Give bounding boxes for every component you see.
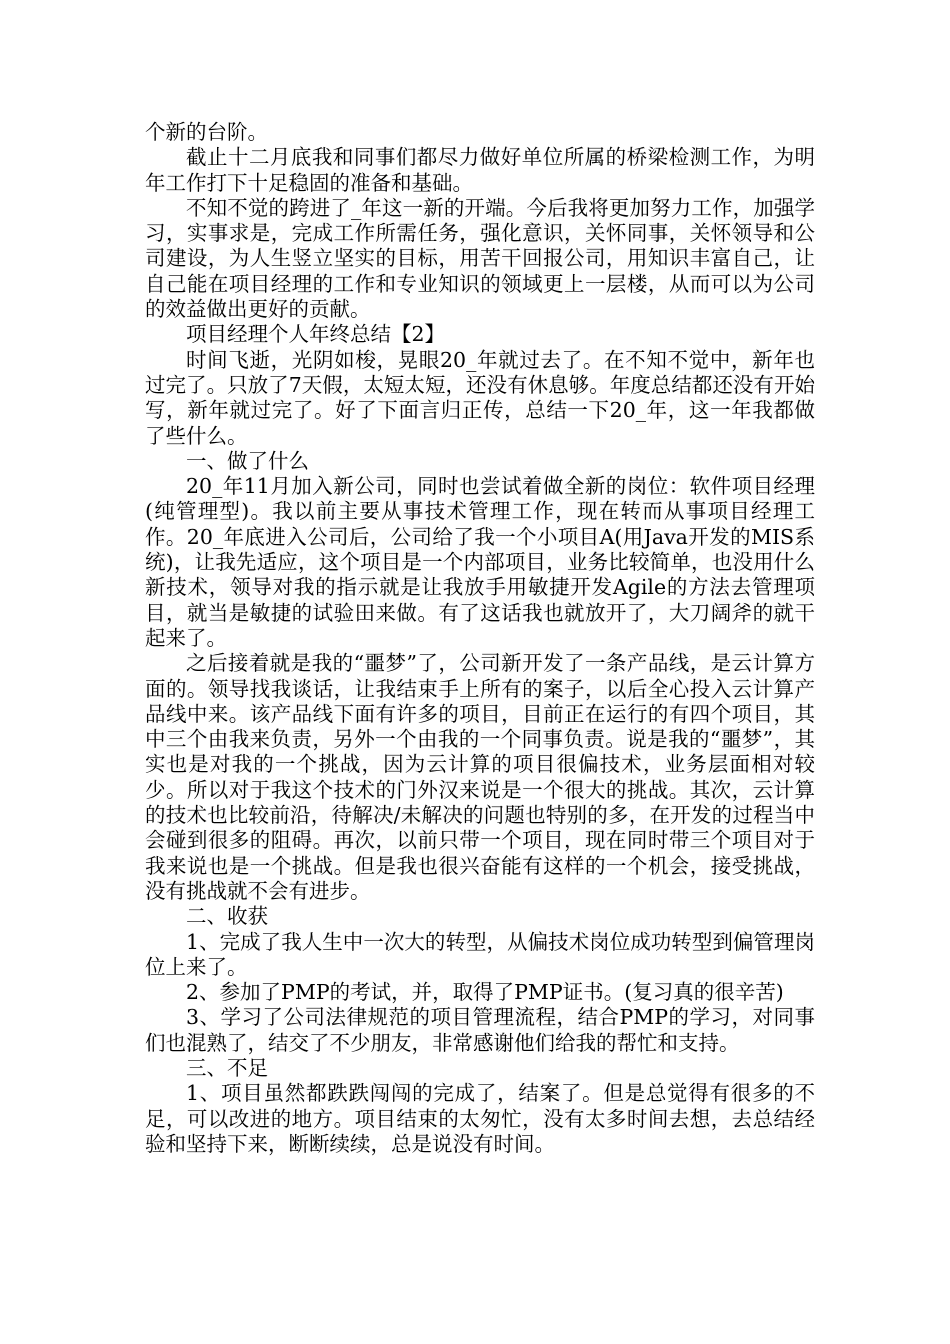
heading-what-was-done: 一、做了什么 (186, 448, 309, 473)
section-title-summary-2: 项目经理个人年终总结【2】 (186, 322, 446, 347)
list-item-gain-3: 3、学习了公司法律规范的项目管理流程，结合PMP的学习，对同事们也混熟了，结交了不少朋友，非常感谢他们给我的帮忙和支持。 (145, 1005, 815, 1055)
paragraph-cloud-challenge: 之后接着就是我的“噩梦”了，公司新开发了一条产品线，是云计算方面的。领导找我谈话，让我结束手上所有的案子，以后全心投入云计算产品线中来。该产品线下面有许多的项目，目前正在运行的有四个项目，其中三个由我来负责，另外一个由我的一个同事负责。说是我的“噩梦”，其实也是对我的一个挑战，因为云计算的项目很偏技术，业务层面相对较少。所以对于我这个技术的门外汉来说是一个很大的挑战。其次，云计算的技术也比较前沿，待解决/未解决的问题也特别的多，在开发的过程当中会碰到很多的阻碍。再次，以前只带一个项目，现在同时带三个项目对于我来说也是一个挑战。但是我也很兴奋能有这样的一个机会，接受挑战，没有挑战就不会有进步。 (145, 651, 815, 903)
paragraph-continuation: 个新的台阶。 (145, 120, 268, 144)
document-body (145, 120, 815, 1157)
paragraph-time-flies: 时间飞逝，光阴如梭，晃眼20_年就过去了。在不知不觉中，新年也过完了。只放了7天假，太短太短，还没有休息够。年度总结都还没有开始写，新年就过完了。好了下面言归正传，总结一下20_年，这一年我都做了些什么。 (145, 347, 815, 448)
heading-shortcomings: 三、不足 (186, 1055, 268, 1080)
paragraph-bridge-inspection: 截止十二月底我和同事们都尽力做好单位所属的桥梁检测工作，为明年工作打下十足稳固的准备和基础。 (145, 145, 815, 195)
paragraph-joined-company: 20_年11月加入新公司，同时也尝试着做全新的岗位：软件项目经理(纯管理型)。我以前主要从事技术管理工作，现在转而从事项目经理工作。20_年底进入公司后，公司给了我一个小项目A(用Java开发的MIS系统)，让我先适应，这个项目是一个内部项目，业务比较简单，也没用什么新技术，领导对我的指示就是让我放手用敏捷开发Agile的方法去管理项目，就当是敏捷的试验田来做。有了这话我也就放开了，大刀阔斧的就干起来了。 (145, 474, 815, 650)
list-item-shortcoming-1: 1、项目虽然都跌跌闯闯的完成了，结案了。但是总觉得有很多的不足，可以改进的地方。项目结束的太匆忙，没有太多时间去想，去总结经验和坚持下来，断断续续，总是说没有时间。 (145, 1081, 815, 1156)
list-item-gain-1: 1、完成了我人生中一次大的转型，从偏技术岗位成功转型到偏管理岗位上来了。 (145, 929, 815, 979)
heading-gains: 二、收获 (186, 904, 268, 929)
paragraph-new-year-plan: 不知不觉的跨进了_年这一新的开端。今后我将更加努力工作，加强学习，实事求是，完成工作所需任务，强化意识，关怀同事，关怀领导和公司建设，为人生竖立坚实的目标，用苦干回报公司，用知识丰富自己，让自己能在项目经理的工作和专业知识的领域更上一层楼，从而可以为公司的效益做出更好的贡献。 (145, 195, 815, 322)
list-item-gain-2: 2、参加了PMP的考试，并，取得了PMP证书。(复习真的很辛苦) (186, 980, 784, 1005)
